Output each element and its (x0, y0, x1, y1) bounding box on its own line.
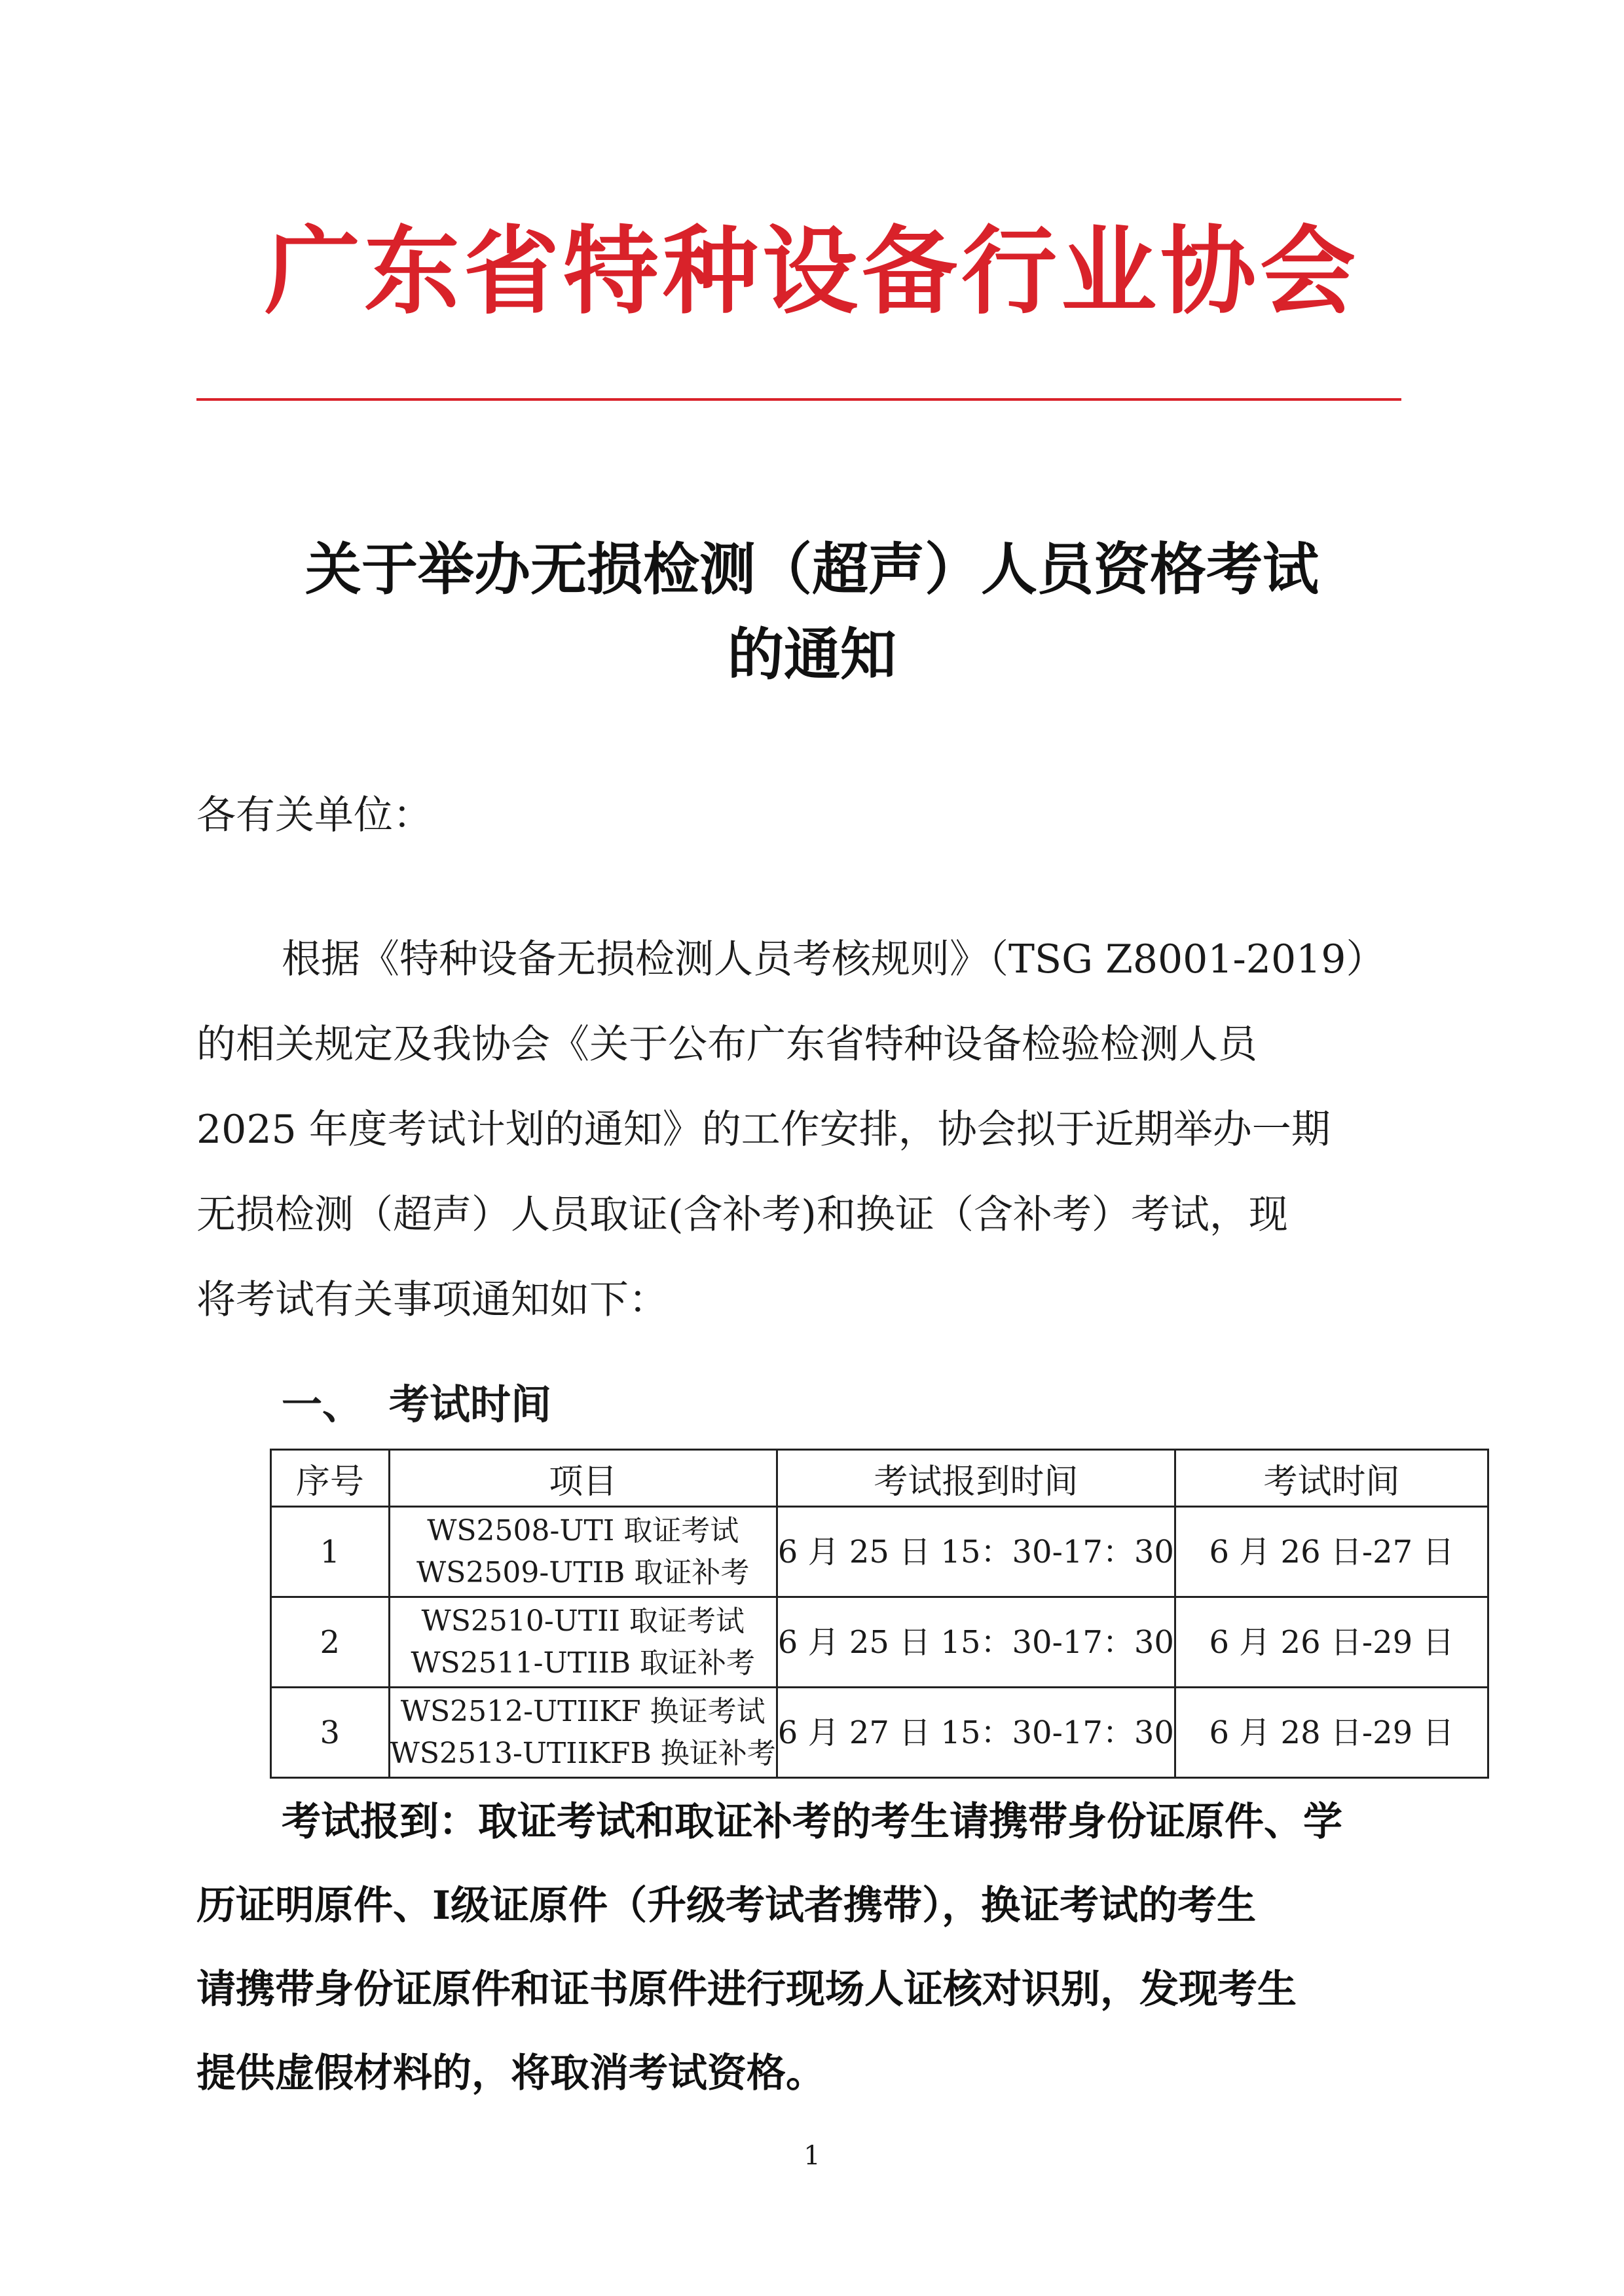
cell-exam-time: 6 月 28 日-29 日 (1175, 1688, 1488, 1778)
cell-seq: 3 (271, 1688, 390, 1778)
body-line-5: 将考试有关事项通知如下： (196, 1277, 668, 1323)
table-row (271, 1688, 1488, 1778)
document-title-line-1: 关于举办无损检测（超声）人员资格考试 (305, 537, 1319, 602)
cell-item-line: WS2512-UTIIKF 换证考试 (400, 1694, 766, 1728)
cell-item-line: WS2511-UTIIB 取证补考 (411, 1646, 756, 1680)
cell-registration: 6 月 25 日 15：30-17：30 (777, 1507, 1175, 1597)
letterhead-organization: 广东省特种设备行业协会 (265, 216, 1359, 327)
cell-item-line: WS2510-UTII 取证考试 (421, 1604, 745, 1638)
cell-items (389, 1688, 777, 1778)
header-item: 项目 (389, 1450, 777, 1507)
note-line-2: 历证明原件、Ⅰ级证原件（升级考试者携带），换证考试的考生 (196, 1883, 1257, 1929)
cell-registration: 6 月 27 日 15：30-17：30 (777, 1688, 1175, 1778)
cell-registration: 6 月 25 日 15：30-17：30 (777, 1597, 1175, 1688)
cell-items (389, 1507, 777, 1597)
body-line-2: 的相关规定及我协会《关于公布广东省特种设备检验检测人员 (196, 1022, 1257, 1067)
cell-item-line: WS2509-UTIB 取证补考 (416, 1555, 750, 1589)
section-heading-exam-time (282, 1375, 551, 1434)
page-number: 1 (803, 2141, 821, 2171)
cell-items (389, 1597, 777, 1688)
cell-item-line: WS2508-UTI 取证考试 (427, 1513, 739, 1547)
table-header-row (271, 1450, 1488, 1507)
header-exam-time: 考试时间 (1175, 1450, 1488, 1507)
letterhead-divider (196, 398, 1401, 401)
section-number: 一、 (282, 1380, 363, 1428)
note-line-4: 提供虚假材料的，将取消考试资格。 (196, 2050, 825, 2096)
cell-item-line: WS2513-UTIIKFB 换证补考 (390, 1736, 776, 1770)
body-line-3: 2025 年度考试计划的通知》的工作安排，协会拟于近期举办一期 (196, 1107, 1331, 1153)
header-registration: 考试报到时间 (777, 1450, 1175, 1507)
cell-seq: 1 (271, 1507, 390, 1597)
note-line-3: 请携带身份证原件和证书原件进行现场人证核对识别，发现考生 (196, 1967, 1297, 2012)
header-seq: 序号 (271, 1450, 390, 1507)
registration-note (196, 1780, 1428, 2115)
cell-seq: 2 (271, 1597, 390, 1688)
cell-exam-time: 6 月 26 日-29 日 (1175, 1597, 1488, 1688)
document-title-line-2: 的通知 (728, 622, 896, 688)
body-line-1: 根据《特种设备无损检测人员考核规则》（TSG Z8001-2019） (282, 936, 1386, 982)
section-title: 考试时间 (389, 1380, 552, 1428)
exam-schedule-table (270, 1449, 1489, 1779)
document-title (196, 527, 1428, 697)
body-paragraph (196, 917, 1428, 1342)
note-line-1: 考试报到：取证考试和取证补考的考生请携带身份证原件、学 (282, 1799, 1342, 1845)
body-line-4: 无损检测（超声）人员取证(含补考)和换证（含补考）考试，现 (196, 1192, 1288, 1238)
cell-exam-time: 6 月 26 日-27 日 (1175, 1507, 1488, 1597)
table-row (271, 1507, 1488, 1597)
salutation: 各有关单位： (196, 792, 432, 838)
table-row (271, 1597, 1488, 1688)
